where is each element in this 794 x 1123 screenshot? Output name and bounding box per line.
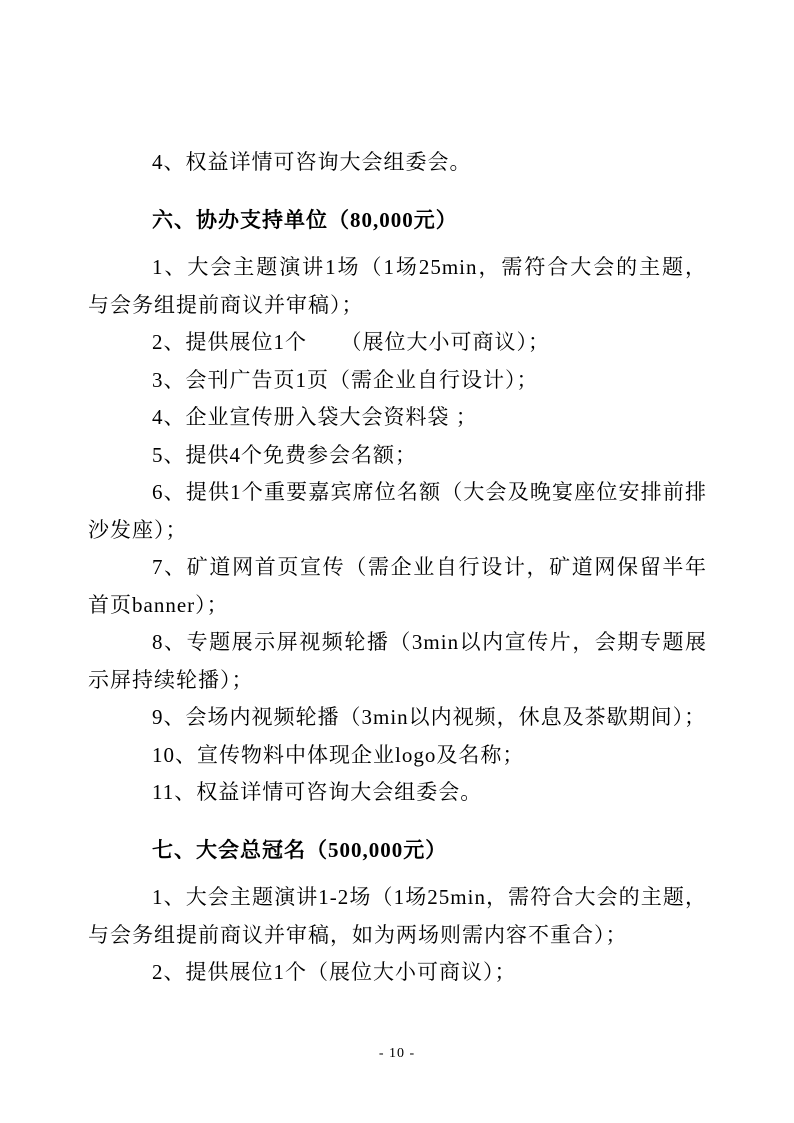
list-item: 1、大会主题演讲1场（1场25min，需符合大会的主题，与会务组提前商议并审稿）； (88, 255, 707, 317)
section-heading-seven: 七、大会总冠名（500,000元） (152, 837, 448, 862)
section-heading-six: 六、协办支持单位（80,000元） (152, 207, 458, 232)
list-item: 2、提供展位1个（展位大小可商议）； (152, 960, 517, 984)
list-item: 9、会场内视频轮播（3min以内视频，休息及茶歇期间）； (152, 705, 707, 729)
list-item: 10、宣传物料中体现企业logo及名称； (152, 742, 525, 767)
list-item: 6、提供1个重要嘉宾席位名额（大会及晚宴座位安排前排沙发座）； (88, 480, 707, 542)
list-item: 7、矿道网首页宣传（需企业自行设计，矿道网保留半年首页banner）； (88, 555, 707, 617)
list-item: 3、会刊广告页1页（需企业自行设计）； (152, 367, 539, 392)
list-item: 8、专题展示屏视频轮播（3min以内宣传片，会期专题展示屏持续轮播）； (88, 630, 707, 692)
page-footer (0, 1046, 794, 1062)
list-item: 2、提供展位1个 （展位大小可商议）； (152, 330, 550, 354)
list-item: 4、企业宣传册入袋大会资料袋 ； (152, 405, 478, 429)
list-item: 5、提供4个免费参会名额； (152, 442, 417, 467)
list-item: 11、权益详情可咨询大会组委会。 (152, 780, 483, 804)
page-number: - 10 - (378, 1046, 416, 1061)
list-item: 4、权益详情可咨询大会组委会。 (152, 150, 472, 174)
document-body (88, 144, 707, 992)
list-item: 1、大会主题演讲1-2场（1场25min，需符合大会的主题，与会务组提前商议并审稿，如为两场则需内容不重合）； (88, 885, 707, 947)
